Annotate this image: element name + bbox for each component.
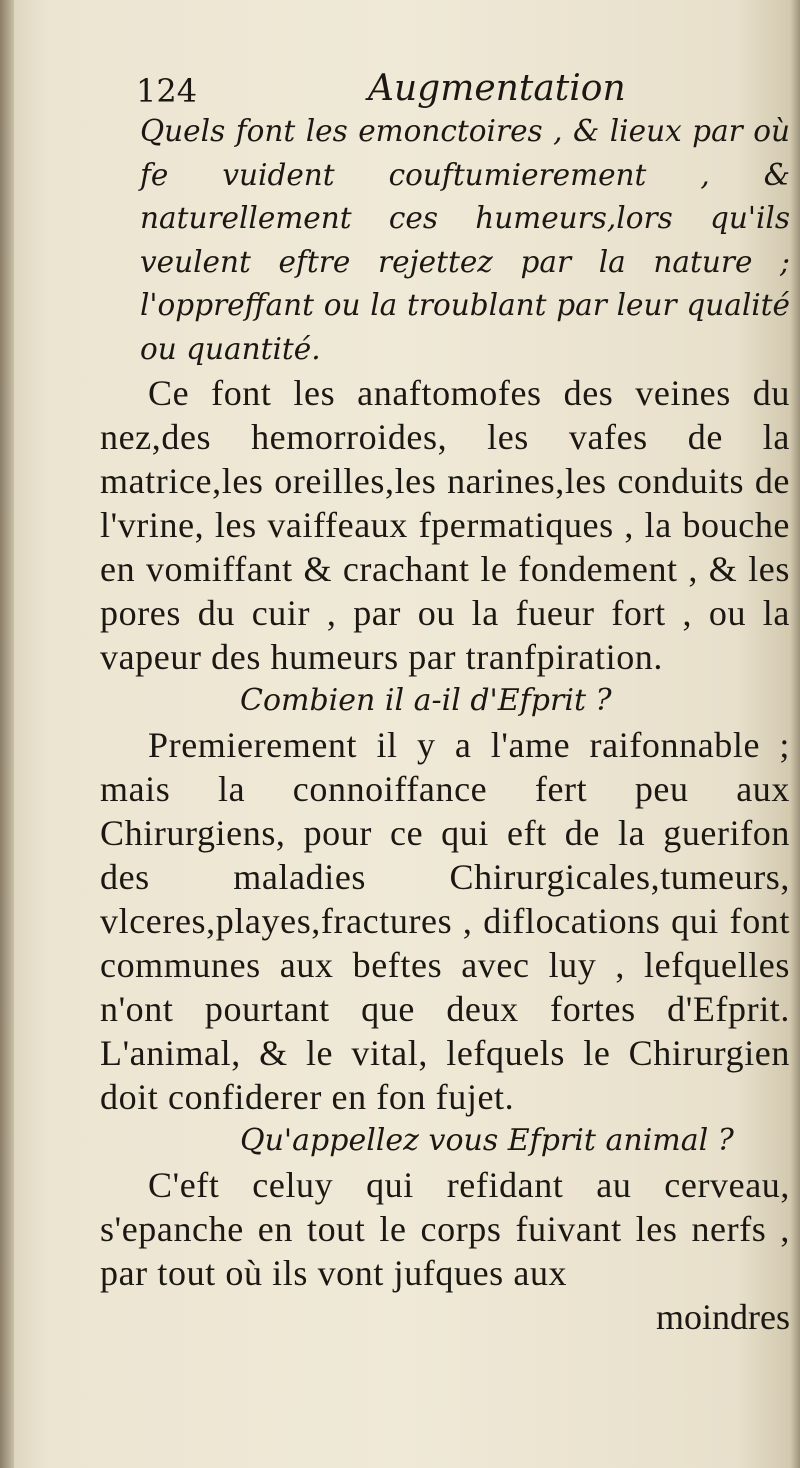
answer-esprit-animal: C'eft celuy qui refidant au cerveau, s'epanche en tout le corps fuivant les nerfs , par tout où ils vont jufques aux (100, 1165, 790, 1293)
catchword: moindres (656, 1297, 790, 1337)
answer-combien-esprit: Premierement il y a l'ame raifonnable ; mais la connoiffance fert peu aux Chirurgiens, pour ce qui eft de la guerifon des maladies Chirurgicales,tumeurs, vlceres,playes,fractures , diflocations qui font communes aux beftes avec luy , lefquelles n'ont pourtant que deux fortes d'Efprit. L'animal, & le vital, lefquels le Chirurgien doit confiderer en fon fujet. (100, 725, 790, 1117)
question-esprit-animal: Qu'appellez vous Efprit animal ? (240, 1123, 734, 1158)
question-combien-esprit: Combien il a-il d'Efprit ? (240, 683, 612, 718)
page-header (100, 60, 790, 110)
page-edge (790, 0, 800, 1468)
answer-emonctoires: Ce font les anaftomofes des veines du nez,des hemorroides, les vafes de la matrice,les oreilles,les narines,les conduits de l'vrine, les vaiffeaux fpermatiques , la bouche en vomiffant & crachant le fondement , & les pores du cuir , par ou la fueur fort , ou la vapeur des humeurs par tranfpiration. (100, 373, 790, 677)
book-spine-shadow (0, 0, 14, 1468)
page-content (100, 60, 790, 1339)
running-title: Augmentation (368, 68, 626, 109)
question-emonctoires: Quels font les emonctoires , & lieux par où fe vuident couftumierement , & naturellement ces humeurs,lors qu'ils veulent eftre rejettez par la nature ; l'oppreffant ou la troublant par leur qualité ou quantité. (140, 114, 790, 366)
page-number: 124 (136, 72, 198, 110)
